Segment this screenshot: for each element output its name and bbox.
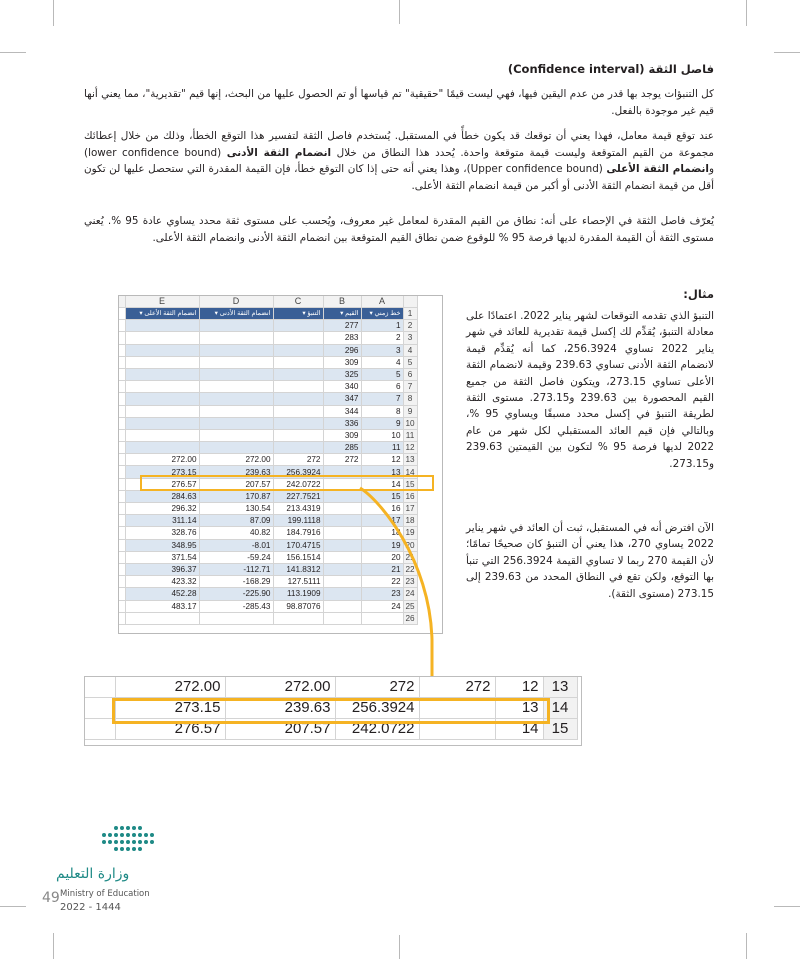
cell: 130.54 [199, 503, 273, 515]
table-row [119, 539, 417, 551]
cell: 311.14 [125, 515, 199, 527]
cell [323, 612, 361, 624]
cell: 1 [361, 320, 403, 332]
cell: 272 [419, 677, 495, 698]
cell: 170.87 [199, 490, 273, 502]
row-number: 20 [403, 539, 417, 551]
cell [199, 405, 273, 417]
column-letter-row [119, 296, 417, 308]
logo-dot [126, 833, 130, 837]
logo-dot [114, 840, 118, 844]
crop-mark [53, 933, 54, 959]
table-row [119, 368, 417, 380]
row-number: 17 [403, 503, 417, 515]
cell [199, 429, 273, 441]
logo-dot [102, 840, 106, 844]
cell: 336 [323, 417, 361, 429]
crop-mark [774, 52, 800, 53]
cell: 127.5111 [273, 576, 323, 588]
cell: 16 [361, 503, 403, 515]
column-header: انضمام الثقة الأدنى ▾ [199, 308, 273, 320]
cell: 256.3924 [273, 466, 323, 478]
cell: 284.63 [125, 490, 199, 502]
ministry-name-ar: وزارة التعليم [56, 866, 130, 882]
row-gutter [85, 719, 115, 740]
cell [125, 332, 199, 344]
cell [323, 539, 361, 551]
row-number: 8 [403, 393, 417, 405]
logo-dot [120, 833, 124, 837]
cell: 213.4319 [273, 503, 323, 515]
table-row [119, 332, 417, 344]
cell [199, 381, 273, 393]
logo-dot [150, 840, 154, 844]
row-number: 15 [403, 478, 417, 490]
paragraph-2-part2: (lower confidence bound) و [84, 146, 714, 175]
cell [125, 368, 199, 380]
sheet-table [119, 296, 418, 625]
logo-dot [138, 833, 142, 837]
cell [323, 551, 361, 563]
logo-dot [132, 847, 136, 851]
cell: 256.3924 [335, 698, 419, 719]
cell: 344 [323, 405, 361, 417]
cell: 242.0722 [273, 478, 323, 490]
cell: 13 [361, 466, 403, 478]
cell [361, 612, 403, 624]
cell: 184.7916 [273, 527, 323, 539]
cell [125, 417, 199, 429]
cell [323, 600, 361, 612]
cell: 12 [495, 677, 543, 698]
logo-dot [132, 826, 136, 830]
cell: 6 [361, 381, 403, 393]
cell [199, 356, 273, 368]
cell [323, 588, 361, 600]
row-gutter [85, 698, 115, 719]
table-row [119, 405, 417, 417]
logo-dot [150, 833, 154, 837]
paragraph-3: يُعرّف فاصل الثقة في الإحصاء على أنه: نطاق من القيم المقدرة لمعامل غير معروف، ويُحسب على مستوى ثقة محدد يساوي عادة 95 %. يُعني مستوى الثقة أن القيمة المقدرة لديها فرصة 95 % للوقوع ضمن نطاق القيم المتوقعة بين انضمام الثقة الأدنى وانضمام الثقة الأعلى. [84, 215, 714, 244]
paragraph-2-part3: (Upper confidence bound)، وهذا يعني أنه حتى إذا كان التوقع خطأ، فإن القيمة المقدرة التي ستحصل عليها لن تكون أقل من قيمة انضمام الثقة الأدنى أو أكبر من قيمة انضمام الثقة الأعلى. [84, 163, 714, 192]
column-header: التنبؤ ▾ [273, 308, 323, 320]
cell: 207.57 [225, 719, 335, 740]
table-row [119, 442, 417, 454]
table-row [119, 588, 417, 600]
cell [125, 381, 199, 393]
cell [199, 612, 273, 624]
column-header: انضمام الثقة الأعلى ▾ [125, 308, 199, 320]
cell: -112.71 [199, 563, 273, 575]
cell: 272.00 [225, 677, 335, 698]
table-row [119, 393, 417, 405]
cell: 452.28 [125, 588, 199, 600]
cell: 423.32 [125, 576, 199, 588]
cell [125, 429, 199, 441]
cell: 24 [361, 600, 403, 612]
cell [323, 490, 361, 502]
row-number: 6 [403, 368, 417, 380]
cell: 13 [495, 698, 543, 719]
logo-dot [114, 847, 118, 851]
table-row [119, 503, 417, 515]
paragraph-1: كل التنبؤات يوجد بها قدر من عدم اليقين فيها، فهي ليست قيمًا "حقيقية" تم قياسها أو تم الحصول عليها من البحث، إنها قيم "تقديرية"، مما يعني أنها قيم غير موجودة بالفعل. [84, 88, 714, 117]
cell: 11 [361, 442, 403, 454]
cell: 22 [361, 576, 403, 588]
row-number: 16 [403, 490, 417, 502]
column-header: خط زمني ▾ [361, 308, 403, 320]
cell [273, 417, 323, 429]
cell: 273.15 [115, 698, 225, 719]
cell [199, 393, 273, 405]
paragraph-2 [84, 128, 714, 194]
table-row [119, 576, 417, 588]
cell: 283 [323, 332, 361, 344]
row-number: 14 [403, 466, 417, 478]
row-number: 12 [403, 442, 417, 454]
cell [199, 332, 273, 344]
crop-mark [746, 933, 747, 959]
cell [273, 442, 323, 454]
cell: 348.95 [125, 539, 199, 551]
cell [273, 612, 323, 624]
row-gutter [85, 677, 115, 698]
cell: 242.0722 [335, 719, 419, 740]
cell: 23 [361, 588, 403, 600]
cell: 396.37 [125, 563, 199, 575]
header-row [119, 308, 417, 320]
column-letter: A [361, 296, 403, 308]
logo-dot [108, 833, 112, 837]
excel-sheet [118, 295, 443, 634]
cell: 483.17 [125, 600, 199, 612]
cell [125, 356, 199, 368]
cell [273, 344, 323, 356]
table-row [119, 515, 417, 527]
table-row [119, 612, 417, 624]
cell: 87.09 [199, 515, 273, 527]
row-number: 11 [403, 429, 417, 441]
cell: 156.1514 [273, 551, 323, 563]
cell [199, 368, 273, 380]
cell [125, 442, 199, 454]
crop-mark [399, 935, 400, 959]
table-row [119, 551, 417, 563]
cell: 277 [323, 320, 361, 332]
highlight-box-zoom [112, 698, 550, 724]
cell: 14 [361, 478, 403, 490]
row-number: 26 [403, 612, 417, 624]
cell: 276.57 [115, 719, 225, 740]
crop-mark [746, 0, 747, 26]
cell: 296 [323, 344, 361, 356]
row-number: 5 [403, 356, 417, 368]
table-row [119, 381, 417, 393]
page-number: 49 [42, 890, 60, 906]
example-text-1: التنبؤ الذي تقدمه التوقعات لشهر يناير 2022. اعتمادًا على معادلة التنبؤ، يُقدِّم لك إكسل قيمة تقديرية للعائد في شهر يناير 2022 تساوي 256.3924، كما أنه يُقدِّم قيمة لانضمام الثقة الأدنى تساوي 239.63 وقيمة لانضمام الثقة الأعلى تساوي 273.15، ويتكون فاصل الثقة من جميع القيم المحصورة بين 239.63 و273.15. مستوى الثقة لطريقة التنبؤ في إكسل محدد مسبقًا ويساوي 95 %، وبالتالي فإن قيم العائد المستقبلي لكل شهر من عام 2022 لديها فرصة 95 % لتكون بين القيمتين 239.63 و273.15. [466, 310, 715, 470]
example-title: مثال: [683, 287, 714, 301]
cell [125, 320, 199, 332]
cell: 17 [361, 515, 403, 527]
table-row [119, 454, 417, 466]
cell: -285.43 [199, 600, 273, 612]
cell: 227.7521 [273, 490, 323, 502]
corner-cell [403, 296, 417, 308]
cell: 272.00 [125, 454, 199, 466]
cell: 113.1909 [273, 588, 323, 600]
cell: 20 [361, 551, 403, 563]
cell: 14 [495, 719, 543, 740]
cell [323, 503, 361, 515]
logo-dot [138, 826, 142, 830]
cell: 239.63 [225, 698, 335, 719]
row-number: 9 [403, 405, 417, 417]
cell: 272 [273, 454, 323, 466]
logo-dot [114, 826, 118, 830]
cell: 12 [361, 454, 403, 466]
zoom-row [85, 677, 577, 698]
cell: 272.00 [115, 677, 225, 698]
column-letter: C [273, 296, 323, 308]
cell [273, 429, 323, 441]
year-label: 2022 - 1444 [60, 902, 121, 913]
ministry-logo-icon [98, 822, 158, 862]
cell [199, 344, 273, 356]
row-number: 23 [403, 576, 417, 588]
cell [273, 356, 323, 368]
example-text-2: الآن افترض أنه في المستقبل، ثبت أن العائد في شهر يناير 2022 يساوي 270، هذا يعني أن التنبؤ كان صحيحًا تمامًا؛ لأن القيمة 270 ربما لا تساوي القيمة 256.3924 التي تنبأ بها التوقع، ولكن تقع في النطاق المحدد من 239.63 إلى 273.15 (مستوى الثقة). [466, 522, 714, 600]
row-number: 13 [403, 454, 417, 466]
cell [323, 576, 361, 588]
cell: 273.15 [125, 466, 199, 478]
table-row [119, 600, 417, 612]
crop-mark [0, 52, 26, 53]
cell: 199.1118 [273, 515, 323, 527]
column-letter: E [125, 296, 199, 308]
row-number: 7 [403, 381, 417, 393]
table-row [119, 356, 417, 368]
row-number: 10 [403, 417, 417, 429]
cell [125, 405, 199, 417]
cell: 141.8312 [273, 563, 323, 575]
column-letter: D [199, 296, 273, 308]
cell: 40.82 [199, 527, 273, 539]
cell: -168.29 [199, 576, 273, 588]
upper-bound-term: انضمام الثقة الأعلى [606, 163, 709, 175]
table-row [119, 527, 417, 539]
cell [273, 393, 323, 405]
cell: 276.57 [125, 478, 199, 490]
logo-dot [126, 840, 130, 844]
cell [323, 527, 361, 539]
logo-dot [132, 833, 136, 837]
cell: 8 [361, 405, 403, 417]
logo-dot [120, 840, 124, 844]
row-number: 2 [403, 320, 417, 332]
cell: 309 [323, 356, 361, 368]
crop-mark [399, 0, 400, 24]
row-number: 21 [403, 551, 417, 563]
section-heading: فاصل الثقة (Confidence interval) [507, 62, 714, 76]
cell [273, 320, 323, 332]
cell: 328.76 [125, 527, 199, 539]
cell: 5 [361, 368, 403, 380]
cell: 309 [323, 429, 361, 441]
cell [273, 405, 323, 417]
logo-dot [126, 826, 130, 830]
crop-mark [53, 0, 54, 26]
row-number: 18 [403, 515, 417, 527]
logo-dot [120, 826, 124, 830]
cell: 2 [361, 332, 403, 344]
cell: 272 [323, 454, 361, 466]
table-row [119, 344, 417, 356]
row-number: 13 [543, 677, 577, 698]
row-number: 25 [403, 600, 417, 612]
logo-dot [138, 847, 142, 851]
cell: 170.4715 [273, 539, 323, 551]
column-letter: B [323, 296, 361, 308]
cell [125, 393, 199, 405]
cell [125, 612, 199, 624]
cell [323, 515, 361, 527]
column-header: القيم ▾ [323, 308, 361, 320]
cell [199, 320, 273, 332]
cell: 239.63 [199, 466, 273, 478]
table-row [119, 417, 417, 429]
cell: 296.32 [125, 503, 199, 515]
logo-dot [114, 833, 118, 837]
logo-dot [126, 847, 130, 851]
logo-dot [138, 840, 142, 844]
cell: 347 [323, 393, 361, 405]
row-number: 24 [403, 588, 417, 600]
row-number: 14 [543, 698, 577, 719]
cell [273, 381, 323, 393]
crop-mark [0, 906, 26, 907]
cell: -225.90 [199, 588, 273, 600]
cell: -59.24 [199, 551, 273, 563]
cell: 4 [361, 356, 403, 368]
table-row [119, 563, 417, 575]
cell [199, 442, 273, 454]
cell: 21 [361, 563, 403, 575]
cell: 98.87076 [273, 600, 323, 612]
cell: 272 [335, 677, 419, 698]
table-row [119, 320, 417, 332]
cell: 272.00 [199, 454, 273, 466]
cell: -8.01 [199, 539, 273, 551]
logo-dot [144, 840, 148, 844]
cell: 15 [361, 490, 403, 502]
cell [323, 563, 361, 575]
cell [199, 417, 273, 429]
logo-dot [108, 840, 112, 844]
table-row [119, 429, 417, 441]
row-number: 19 [403, 527, 417, 539]
row-number: 4 [403, 344, 417, 356]
crop-mark [774, 906, 800, 907]
paragraph-2-part1: عند توقع قيمة معامل، فهذا يعني أن توقعك قد يكون خطأً في المستقبل. يُستخدم فاصل الثقة لتفسير هذا التوقع الخطأ، وذلك من خلال إعطائك مجموعة من القيم المتوقعة وليست قيمة متوقعة واحدة. يُحدد هذا النطاق من خلال [84, 130, 714, 159]
logo-dot [132, 840, 136, 844]
cell: 3 [361, 344, 403, 356]
cell: 371.54 [125, 551, 199, 563]
cell [125, 344, 199, 356]
cell: 285 [323, 442, 361, 454]
highlight-box-small [140, 475, 434, 491]
cell [273, 332, 323, 344]
row-number: 1 [403, 308, 417, 320]
lower-bound-term: انضمام الثقة الأدنى [226, 146, 332, 159]
cell: 340 [323, 381, 361, 393]
cell: 7 [361, 393, 403, 405]
table-row [119, 490, 417, 502]
row-number: 3 [403, 332, 417, 344]
row-number: 22 [403, 563, 417, 575]
cell: 325 [323, 368, 361, 380]
cell: 10 [361, 429, 403, 441]
cell: 207.57 [199, 478, 273, 490]
logo-dot [102, 833, 106, 837]
cell: 18 [361, 527, 403, 539]
ministry-name-en: Ministry of Education [60, 889, 150, 899]
logo-dot [120, 847, 124, 851]
cell [273, 368, 323, 380]
cell: 9 [361, 417, 403, 429]
cell: 19 [361, 539, 403, 551]
logo-dot [144, 833, 148, 837]
row-number: 15 [543, 719, 577, 740]
